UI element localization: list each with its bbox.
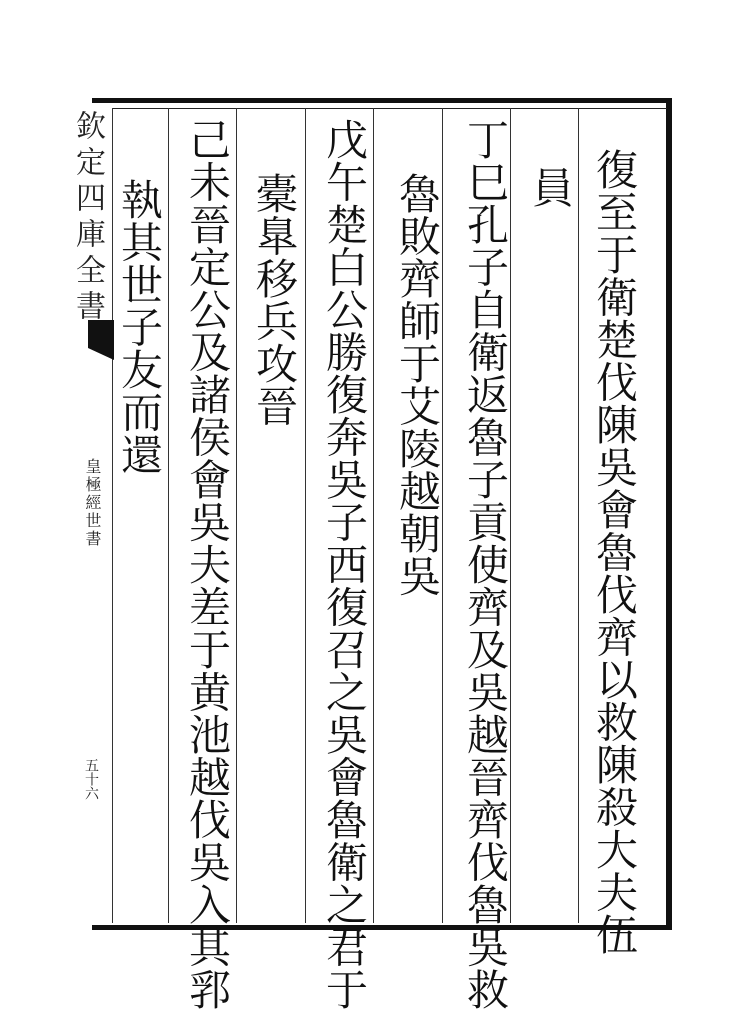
text-column-2: 員 bbox=[526, 166, 575, 209]
frame-right-border bbox=[666, 98, 672, 930]
text-column-7: 己未晉定公及諸侯會吳夫差于黄池越伐吳入其郛 bbox=[183, 118, 232, 1011]
column-divider bbox=[168, 108, 169, 923]
column-divider bbox=[236, 108, 237, 923]
column-divider bbox=[373, 108, 374, 923]
margin-book-collection-title: 欽定四庫全書 bbox=[70, 110, 105, 326]
text-column-8: 執其世子友而還 bbox=[115, 178, 164, 476]
column-divider bbox=[510, 108, 511, 923]
column-divider bbox=[112, 108, 113, 923]
frame-top-border bbox=[92, 98, 672, 103]
text-column-1: 復至于衛楚伐陳吳會魯伐齊以救陳殺大夫伍 bbox=[590, 148, 639, 956]
column-divider bbox=[305, 108, 306, 923]
text-column-3: 丁巳孔子自衛返魯子貢使齊及吳越晉齊伐魯吳救 bbox=[461, 118, 510, 1011]
margin-page-number: 五十六 bbox=[83, 758, 99, 800]
fish-tail-mark bbox=[88, 320, 114, 360]
frame-bottom-border bbox=[92, 925, 672, 930]
text-column-4: 魯敗齊師于艾陵越朝吳 bbox=[393, 172, 442, 597]
inner-top-rule bbox=[112, 108, 667, 109]
column-divider bbox=[442, 108, 443, 923]
text-column-5: 戊午楚白公勝復奔吳子西復召之吳會魯衛之君于 bbox=[320, 118, 369, 1011]
column-divider bbox=[578, 108, 579, 923]
text-column-6: 橐臯移兵攻晉 bbox=[250, 172, 299, 427]
margin-book-title: 皇極經世書 bbox=[83, 458, 102, 548]
